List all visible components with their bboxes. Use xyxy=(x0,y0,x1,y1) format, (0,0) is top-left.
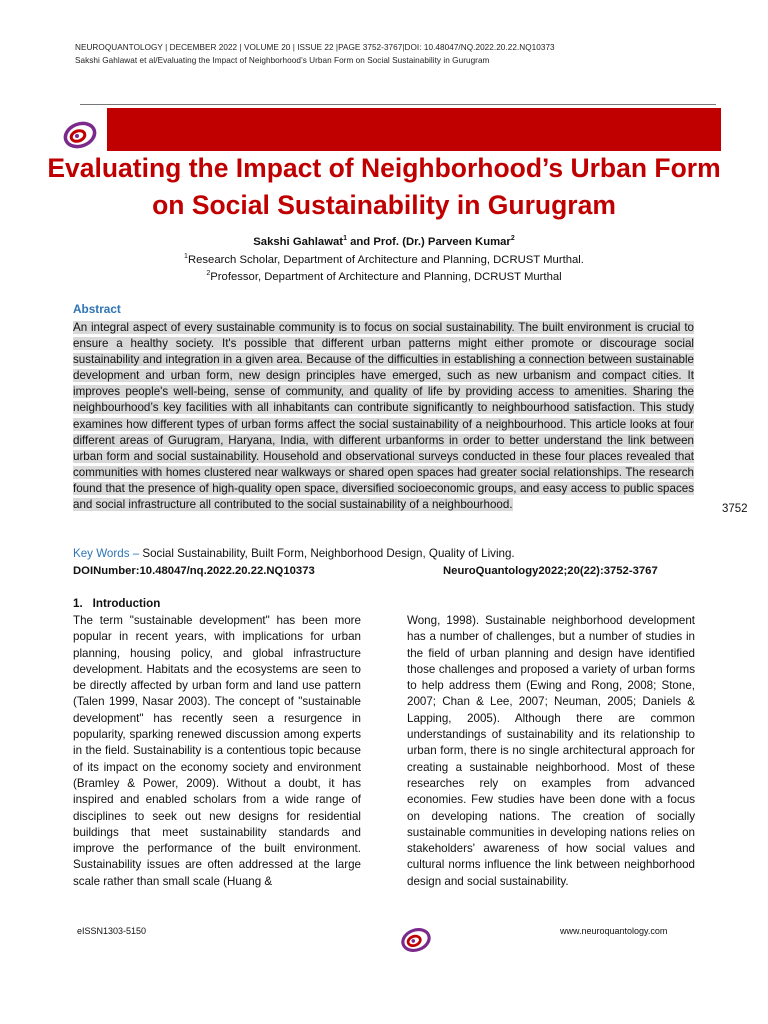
section-number: 1. xyxy=(73,597,83,610)
author-name: Sakshi Gahlawat xyxy=(253,236,344,248)
red-banner xyxy=(107,108,721,151)
doi-number: DOINumber:10.48047/nq.2022.20.22.NQ10373 xyxy=(73,565,315,577)
body-column-right: Wong, 1998). Sustainable neighborhood development has a number of challenges, but a number of studies in the field of urban planning and design have identified those challenges and proposed a variety of urban forms to help address them (Ewing and Rong, 2008; Stone, 2007; Chan & Lee, 2007; Neuman, 2005; Daniels & Lapping, 2005). Although there are common understandings of sustainability and its relationship to urban form, there is no single architectural approach for creating a sustainable neighborhood. Most of these researches rely on examples from advanced economies. Few studies have been done with a focus on developing nations. The creation of socially sustainable communities in developing nations relies on stakeholders' awareness of how social values and cultural norms influence the link between neighborhood design and social sustainability. xyxy=(407,614,695,888)
affiliation-sup: 1 xyxy=(184,253,188,261)
section-title: Introduction xyxy=(92,597,161,610)
author-sup: 1 xyxy=(343,235,347,243)
keywords-text: Social Sustainability, Built Form, Neighborhood Design, Quality of Living. xyxy=(139,547,515,560)
paper-title: Evaluating the Impact of Neighborhood’s Urban Form on Social Sustainability in Gurugram xyxy=(47,153,721,220)
section-heading xyxy=(73,597,170,610)
body-column-left: The term "sustainable development" has been more popular in recent years, with implications for urban planning, housing policy, and global infrastructure development. Habitats and the ecosystems are seen to be directly affected by urban form and land use pattern (Talen 1999, Nasar 2003). The concept of "sustainable development" has recently seen a resurgence in popularity, sparking renewed discussion among experts in the field. Sustainability is a contentious topic because of its impact on the economy society and environment (Bramley & Power, 2009). Without a doubt, it has inspired and enabled scholars from a wide range of disciplines to seek out new designs for residential buildings that meet sustainability standards and improve the performance of the built environment. Sustainability issues are often addressed at the large scale rather than small scale (Huang & xyxy=(73,614,361,888)
abstract-body xyxy=(73,320,694,513)
keywords-label: Key Words – xyxy=(73,547,140,560)
journal-header-line: NEUROQUANTOLOGY | DECEMBER 2022 | VOLUME 20 | ISSUE 22 |PAGE 3752-3767|DOI: 10.48047/NQ.2022.20.22.NQ10373 xyxy=(75,43,555,52)
issn: eISSN1303-5150 xyxy=(77,926,147,936)
header-rule xyxy=(80,104,716,105)
running-title: Sakshi Gahlawat et al/Evaluating the Impact of Neighborhood’s Urban Form on Social Sustainability in Gurugram xyxy=(75,56,490,65)
affiliation-sup: 2 xyxy=(206,270,211,278)
affiliation-text: Professor, Department of Architecture and Planning, DCRUST Murthal xyxy=(210,271,562,283)
journal-logo-icon xyxy=(60,118,100,152)
abstract-heading: Abstract xyxy=(73,302,121,316)
author-name: and Prof. (Dr.) Parveen Kumar xyxy=(346,236,511,248)
author-sup: 2 xyxy=(510,235,515,243)
authors-line xyxy=(0,236,768,248)
affiliation xyxy=(0,254,768,266)
affiliation-text: Research Scholar, Department of Architecture and Planning, DCRUST Murthal. xyxy=(187,254,584,266)
abstract-text: An integral aspect of every sustainable community is to focus on social sustainability. The built environment is crucial to ensure a healthy society. It's possible that different urban patterns might either promote or discourage social sustainability and integration in a given area. Because of the difficulties in establishing a connection between sustainable development and urban form, new design principles have emerged, such as new urbanism and compact cities. It improves people's well-being, sense of community, and quality of life by providing access to amenities. Sharing the neighbourhood’s key facilities with all inhabitants can contribute significantly to neighbourhood satisfaction. This study examines how different types of urban forms affect the social sustainability of a neighbourhood. This article looks at four different areas of Gurugram, Haryana, India, with different urbanforms in order to better understand the link between urban form and social sustainability. Household and observational surveys conducted in these four places revealed that communities with homes clustered near walkways or shared open spaces had greater social relationships. The research found that the presence of high-quality open space, diversified socioeconomic groups, and easy access to public spaces and social infrastructure all contributed to the social sustainability of a neighbourhood. xyxy=(73,321,694,512)
page-number: 3752 xyxy=(722,503,748,515)
affiliation xyxy=(0,271,768,283)
keywords xyxy=(73,547,515,560)
citation: NeuroQuantology2022;20(22):3752-3767 xyxy=(443,565,658,577)
journal-logo-icon xyxy=(398,924,434,956)
website: www.neuroquantology.com xyxy=(560,926,668,936)
